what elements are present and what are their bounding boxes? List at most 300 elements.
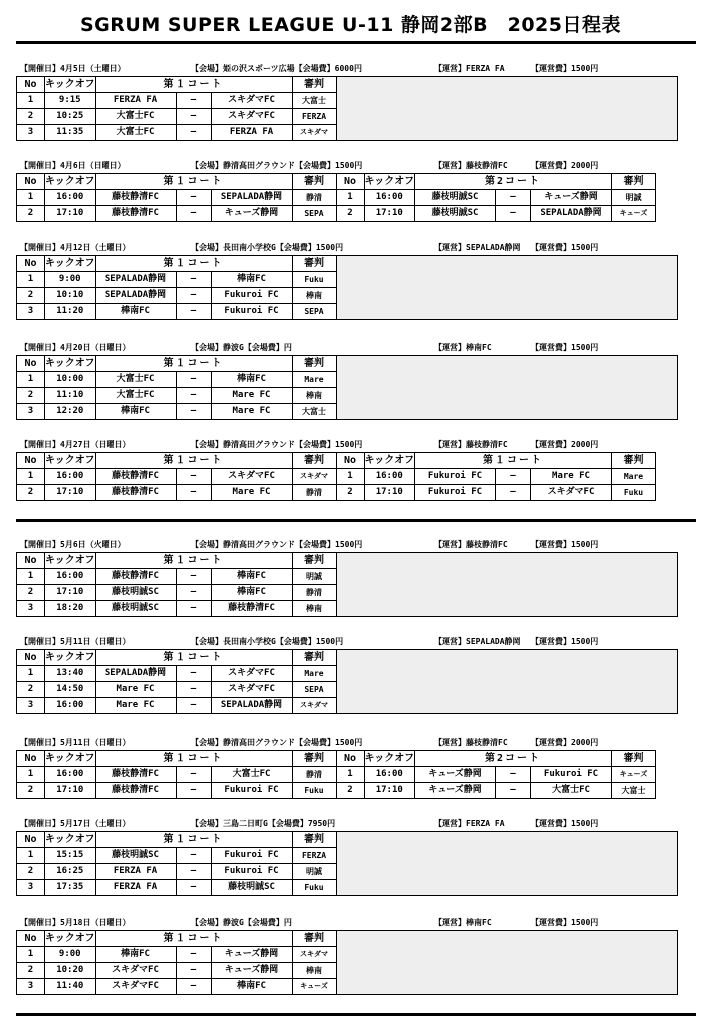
day-venue: 【会場】静波G【会場費】円 — [191, 918, 292, 927]
day-date: 【開催日】5月11日（日曜日） — [20, 637, 131, 646]
kickoff-time: 17:10 — [45, 783, 96, 799]
versus-dash: ― — [496, 485, 531, 501]
home-team: 藤枝静清FC — [95, 206, 176, 222]
col-referee-header: 審判 — [612, 751, 656, 767]
col-kickoff-header: キックオフ — [45, 553, 96, 569]
home-team: 棒南FC — [95, 947, 176, 963]
away-team: Mare FC — [211, 404, 292, 420]
home-team: 大富士FC — [95, 109, 176, 125]
day-header — [16, 437, 696, 451]
match-no: 3 — [17, 601, 45, 617]
col-kickoff-header: キックオフ — [45, 931, 96, 947]
versus-dash: ― — [176, 469, 211, 485]
home-team: 藤枝明誠SC — [415, 206, 496, 222]
col-no-header: No — [17, 174, 45, 190]
match-no: 3 — [17, 125, 45, 141]
court-label: 第１コート — [95, 832, 292, 848]
day-date: 【開催日】4月5日（土曜日） — [20, 64, 126, 73]
away-team: スキダマFC — [211, 682, 292, 698]
away-team: キューズ静岡 — [211, 963, 292, 979]
versus-dash: ― — [176, 272, 211, 288]
table-header-row — [17, 751, 656, 767]
col-referee-header: 審判 — [292, 256, 336, 272]
home-team: スキダマFC — [95, 979, 176, 995]
away-team: 棒南FC — [211, 979, 292, 995]
home-team: 大富士FC — [95, 388, 176, 404]
court-label: 第１コート — [95, 77, 292, 93]
versus-dash: ― — [176, 190, 211, 206]
match-table — [16, 831, 678, 896]
court-label: 第１コート — [415, 453, 612, 469]
kickoff-time: 10:00 — [45, 372, 96, 388]
versus-dash: ― — [496, 469, 531, 485]
match-no: 1 — [336, 767, 364, 783]
col-kickoff-header: キックオフ — [45, 751, 96, 767]
schedule-day — [16, 915, 696, 991]
referee-team: Fuku — [612, 485, 656, 501]
referee-team: 棒南 — [292, 288, 336, 304]
home-team: Fukuroi FC — [415, 485, 496, 501]
referee-team: 大富士 — [292, 404, 336, 420]
home-team: Fukuroi FC — [415, 469, 496, 485]
match-no: 1 — [17, 272, 45, 288]
match-no: 1 — [17, 93, 45, 109]
day-operator-fee: 【運営費】1500円 — [531, 64, 599, 73]
referee-team: 棒南 — [292, 963, 336, 979]
match-no: 2 — [17, 783, 45, 799]
day-operator-fee: 【運営費】2000円 — [531, 440, 599, 449]
kickoff-time: 16:00 — [364, 767, 415, 783]
home-team: FERZA FA — [95, 864, 176, 880]
table-header-row — [17, 650, 678, 666]
home-team: 棒南FC — [95, 304, 176, 320]
day-operator-fee: 【運営費】1500円 — [531, 343, 599, 352]
table-row — [17, 783, 656, 799]
away-team: Mare FC — [531, 469, 612, 485]
col-kickoff-header: キックオフ — [45, 650, 96, 666]
away-team: 棒南FC — [211, 585, 292, 601]
away-team: 藤枝明誠SC — [211, 880, 292, 896]
match-no: 2 — [17, 109, 45, 125]
page-title: SGRUM SUPER LEAGUE U-11 静岡2部B 2025日程表 — [80, 14, 621, 36]
empty-court-area — [336, 832, 677, 896]
match-table — [16, 750, 656, 799]
col-kickoff-header: キックオフ — [45, 356, 96, 372]
day-date: 【開催日】4月12日（土曜日） — [20, 243, 131, 252]
day-operator: 【運営】藤枝静清FC — [434, 440, 508, 449]
col-no-header: No — [17, 832, 45, 848]
kickoff-time: 9:00 — [45, 947, 96, 963]
schedule-day — [16, 634, 696, 710]
versus-dash: ― — [176, 485, 211, 501]
kickoff-time: 17:35 — [45, 880, 96, 896]
day-operator-fee: 【運営費】2000円 — [531, 738, 599, 747]
table-row — [17, 485, 656, 501]
day-venue: 【会場】静清高田グラウンド【会場費】1500円 — [191, 738, 363, 747]
table-row — [17, 190, 656, 206]
away-team: Mare FC — [211, 388, 292, 404]
match-table — [16, 173, 656, 222]
kickoff-time: 15:15 — [45, 848, 96, 864]
kickoff-time: 9:15 — [45, 93, 96, 109]
versus-dash: ― — [496, 783, 531, 799]
match-table — [16, 452, 656, 501]
home-team: 藤枝静清FC — [95, 783, 176, 799]
kickoff-time: 16:25 — [45, 864, 96, 880]
home-team: 藤枝明誠SC — [95, 601, 176, 617]
kickoff-time: 10:10 — [45, 288, 96, 304]
kickoff-time: 16:00 — [364, 190, 415, 206]
day-date: 【開催日】4月20日（日曜日） — [20, 343, 131, 352]
col-no-header: No — [336, 751, 364, 767]
day-operator-fee: 【運営費】1500円 — [531, 540, 599, 549]
match-no: 2 — [17, 206, 45, 222]
versus-dash: ― — [176, 388, 211, 404]
col-no-header: No — [17, 650, 45, 666]
versus-dash: ― — [176, 682, 211, 698]
table-header-row — [17, 77, 678, 93]
match-no: 3 — [17, 698, 45, 714]
versus-dash: ― — [176, 963, 211, 979]
versus-dash: ― — [176, 288, 211, 304]
day-date: 【開催日】5月18日（日曜日） — [20, 918, 131, 927]
away-team: スキダマFC — [211, 93, 292, 109]
day-operator: 【運営】SEPALADA静岡 — [434, 243, 521, 252]
day-header — [16, 735, 696, 749]
match-table — [16, 649, 678, 714]
day-operator: 【運営】SEPALADA静岡 — [434, 637, 521, 646]
schedule-day — [16, 437, 696, 497]
referee-team: キューズ — [612, 767, 656, 783]
col-referee-header: 審判 — [292, 356, 336, 372]
versus-dash: ― — [176, 979, 211, 995]
schedule-day — [16, 816, 696, 892]
court-label: 第１コート — [95, 256, 292, 272]
court-label: 第１コート — [95, 931, 292, 947]
referee-team: 棒南 — [292, 388, 336, 404]
match-no: 2 — [17, 864, 45, 880]
day-venue: 【会場】姫の沢スポーツ広場【会場費】6000円 — [191, 64, 362, 73]
home-team: 藤枝静清FC — [95, 767, 176, 783]
col-kickoff-header: キックオフ — [45, 453, 96, 469]
home-team: 藤枝静清FC — [95, 190, 176, 206]
away-team: スキダマFC — [211, 109, 292, 125]
day-date: 【開催日】4月27日（日曜日） — [20, 440, 131, 449]
section-rule — [16, 1013, 696, 1016]
home-team: 藤枝明誠SC — [95, 848, 176, 864]
col-kickoff-header: キックオフ — [364, 453, 415, 469]
day-venue: 【会場】静清高田グラウンド【会場費】1500円 — [191, 161, 363, 170]
col-kickoff-header: キックオフ — [364, 174, 415, 190]
col-no-header: No — [17, 256, 45, 272]
day-operator-fee: 【運営費】2000円 — [531, 161, 599, 170]
home-team: スキダマFC — [95, 963, 176, 979]
home-team: SEPALADA静岡 — [95, 272, 176, 288]
home-team: 藤枝明誠SC — [95, 585, 176, 601]
away-team: SEPALADA静岡 — [211, 190, 292, 206]
day-header — [16, 240, 696, 254]
day-header — [16, 634, 696, 648]
day-venue: 【会場】静清高田グラウンド【会場費】1500円 — [191, 440, 363, 449]
referee-team: キューズ — [612, 206, 656, 222]
match-no: 3 — [17, 880, 45, 896]
referee-team: 静清 — [292, 485, 336, 501]
away-team: スキダマFC — [211, 666, 292, 682]
match-no: 2 — [17, 963, 45, 979]
day-operator-fee: 【運営費】1500円 — [531, 819, 599, 828]
versus-dash: ― — [176, 304, 211, 320]
match-table — [16, 552, 678, 617]
col-no-header: No — [17, 453, 45, 469]
away-team: Fukuroi FC — [531, 767, 612, 783]
referee-team: Fuku — [292, 272, 336, 288]
day-header — [16, 915, 696, 929]
col-no-header: No — [17, 553, 45, 569]
referee-team: 大富士 — [612, 783, 656, 799]
kickoff-time: 17:10 — [45, 585, 96, 601]
col-referee-header: 審判 — [612, 174, 656, 190]
home-team: SEPALADA静岡 — [95, 666, 176, 682]
day-header — [16, 61, 696, 75]
kickoff-time: 17:10 — [45, 206, 96, 222]
away-team: Fukuroi FC — [211, 288, 292, 304]
empty-court-area — [336, 650, 677, 714]
col-referee-header: 審判 — [292, 553, 336, 569]
away-team: 棒南FC — [211, 372, 292, 388]
col-kickoff-header: キックオフ — [364, 751, 415, 767]
kickoff-time: 10:25 — [45, 109, 96, 125]
day-venue: 【会場】長田南小学校G【会場費】1500円 — [191, 243, 344, 252]
match-no: 2 — [17, 485, 45, 501]
kickoff-time: 16:00 — [45, 698, 96, 714]
table-header-row — [17, 174, 656, 190]
away-team: スキダマFC — [531, 485, 612, 501]
day-operator: 【運営】FERZA FA — [434, 64, 505, 73]
referee-team: FERZA — [292, 109, 336, 125]
table-header-row — [17, 832, 678, 848]
day-header — [16, 340, 696, 354]
match-no: 2 — [336, 206, 364, 222]
away-team: キューズ静岡 — [211, 206, 292, 222]
versus-dash: ― — [176, 569, 211, 585]
match-no: 1 — [17, 767, 45, 783]
away-team: SEPALADA静岡 — [211, 698, 292, 714]
col-kickoff-header: キックオフ — [45, 174, 96, 190]
versus-dash: ― — [176, 93, 211, 109]
kickoff-time: 12:20 — [45, 404, 96, 420]
away-team: Fukuroi FC — [211, 864, 292, 880]
match-no: 2 — [336, 485, 364, 501]
home-team: FERZA FA — [95, 880, 176, 896]
schedule-day — [16, 735, 696, 795]
empty-court-area — [336, 931, 677, 995]
col-referee-header: 審判 — [292, 174, 336, 190]
day-header — [16, 816, 696, 830]
home-team: Mare FC — [95, 698, 176, 714]
col-kickoff-header: キックオフ — [45, 77, 96, 93]
col-referee-header: 審判 — [292, 77, 336, 93]
versus-dash: ― — [176, 698, 211, 714]
court-label: 第１コート — [95, 553, 292, 569]
versus-dash: ― — [176, 125, 211, 141]
kickoff-time: 11:20 — [45, 304, 96, 320]
match-no: 1 — [336, 469, 364, 485]
home-team: 大富士FC — [95, 372, 176, 388]
col-no-header: No — [17, 751, 45, 767]
col-kickoff-header: キックオフ — [45, 832, 96, 848]
match-no: 1 — [17, 469, 45, 485]
match-no: 1 — [17, 372, 45, 388]
col-referee-header: 審判 — [292, 453, 336, 469]
away-team: Fukuroi FC — [211, 848, 292, 864]
court-label: 第１コート — [95, 174, 292, 190]
kickoff-time: 17:10 — [364, 485, 415, 501]
away-team: Mare FC — [211, 485, 292, 501]
referee-team: キューズ — [292, 979, 336, 995]
versus-dash: ― — [176, 864, 211, 880]
col-kickoff-header: キックオフ — [45, 256, 96, 272]
match-no: 2 — [17, 388, 45, 404]
referee-team: Mare — [292, 666, 336, 682]
versus-dash: ― — [176, 206, 211, 222]
day-operator-fee: 【運営費】1500円 — [531, 918, 599, 927]
table-row — [17, 469, 656, 485]
referee-team: 棒南 — [292, 601, 336, 617]
away-team: SEPALADA静岡 — [531, 206, 612, 222]
versus-dash: ― — [176, 848, 211, 864]
empty-court-area — [336, 77, 677, 141]
table-row — [17, 767, 656, 783]
away-team: スキダマFC — [211, 469, 292, 485]
referee-team: 静清 — [292, 767, 336, 783]
away-team: FERZA FA — [211, 125, 292, 141]
empty-court-area — [336, 356, 677, 420]
col-referee-header: 審判 — [292, 650, 336, 666]
referee-team: 明誠 — [612, 190, 656, 206]
referee-team: スキダマ — [292, 125, 336, 141]
table-row — [17, 206, 656, 222]
table-header-row — [17, 553, 678, 569]
referee-team: Fuku — [292, 783, 336, 799]
home-team: 藤枝静清FC — [95, 569, 176, 585]
home-team: キューズ静岡 — [415, 783, 496, 799]
referee-team: 大富士 — [292, 93, 336, 109]
away-team: 大富士FC — [211, 767, 292, 783]
schedule-day — [16, 61, 696, 137]
match-no: 2 — [336, 783, 364, 799]
day-operator-fee: 【運営費】1500円 — [531, 243, 599, 252]
day-date: 【開催日】4月6日（日曜日） — [20, 161, 126, 170]
home-team: キューズ静岡 — [415, 767, 496, 783]
home-team: 棒南FC — [95, 404, 176, 420]
schedule-day — [16, 158, 696, 218]
day-date: 【開催日】5月11日（日曜日） — [20, 738, 131, 747]
empty-court-area — [336, 256, 677, 320]
table-header-row — [17, 931, 678, 947]
versus-dash: ― — [176, 372, 211, 388]
versus-dash: ― — [176, 404, 211, 420]
match-no: 1 — [17, 947, 45, 963]
referee-team: 明誠 — [292, 569, 336, 585]
referee-team: SEPA — [292, 206, 336, 222]
versus-dash: ― — [176, 880, 211, 896]
day-operator-fee: 【運営費】1500円 — [531, 637, 599, 646]
match-no: 3 — [17, 979, 45, 995]
day-venue: 【会場】三島二日町G【会場費】7950円 — [191, 819, 336, 828]
match-table — [16, 76, 678, 141]
kickoff-time: 11:40 — [45, 979, 96, 995]
col-referee-header: 審判 — [292, 832, 336, 848]
col-no-header: No — [17, 356, 45, 372]
court-label: 第2コート — [415, 751, 612, 767]
court-label: 第１コート — [95, 356, 292, 372]
away-team: 棒南FC — [211, 569, 292, 585]
versus-dash: ― — [496, 206, 531, 222]
court-label: 第１コート — [95, 751, 292, 767]
day-date: 【開催日】5月6日（火曜日） — [20, 540, 126, 549]
court-label: 第2コート — [415, 174, 612, 190]
col-no-header: No — [17, 77, 45, 93]
schedule-day — [16, 537, 696, 613]
section-rule — [16, 41, 696, 44]
kickoff-time: 13:40 — [45, 666, 96, 682]
section-rule — [16, 519, 696, 522]
home-team: SEPALADA静岡 — [95, 288, 176, 304]
referee-team: FERZA — [292, 848, 336, 864]
day-operator: 【運営】藤枝静清FC — [434, 540, 508, 549]
versus-dash: ― — [176, 767, 211, 783]
court-label: 第１コート — [95, 453, 292, 469]
kickoff-time: 16:00 — [45, 569, 96, 585]
match-no: 1 — [17, 848, 45, 864]
day-operator: 【運営】棒南FC — [434, 918, 492, 927]
day-operator: 【運営】FERZA FA — [434, 819, 505, 828]
col-no-header: No — [336, 453, 364, 469]
table-header-row — [17, 453, 656, 469]
referee-team: 静清 — [292, 190, 336, 206]
kickoff-time: 18:20 — [45, 601, 96, 617]
home-team: 藤枝明誠SC — [415, 190, 496, 206]
match-table — [16, 930, 678, 995]
referee-team: SEPA — [292, 682, 336, 698]
referee-team: Mare — [292, 372, 336, 388]
versus-dash: ― — [176, 947, 211, 963]
col-referee-header: 審判 — [612, 453, 656, 469]
day-venue: 【会場】静清高田グラウンド【会場費】1500円 — [191, 540, 363, 549]
day-operator: 【運営】藤枝静清FC — [434, 738, 508, 747]
referee-team: 明誠 — [292, 864, 336, 880]
kickoff-time: 16:00 — [45, 469, 96, 485]
versus-dash: ― — [176, 585, 211, 601]
table-header-row — [17, 256, 678, 272]
kickoff-time: 17:10 — [364, 206, 415, 222]
kickoff-time: 16:00 — [45, 190, 96, 206]
away-team: キューズ静岡 — [211, 947, 292, 963]
away-team: 藤枝静清FC — [211, 601, 292, 617]
referee-team: Fuku — [292, 880, 336, 896]
versus-dash: ― — [176, 783, 211, 799]
versus-dash: ― — [176, 601, 211, 617]
away-team: Fukuroi FC — [211, 304, 292, 320]
empty-court-area — [336, 553, 677, 617]
home-team: 藤枝静清FC — [95, 469, 176, 485]
day-header — [16, 158, 696, 172]
day-header — [16, 537, 696, 551]
day-venue: 【会場】長田南小学校G【会場費】1500円 — [191, 637, 344, 646]
kickoff-time: 17:10 — [364, 783, 415, 799]
court-label: 第１コート — [95, 650, 292, 666]
match-no: 2 — [17, 288, 45, 304]
